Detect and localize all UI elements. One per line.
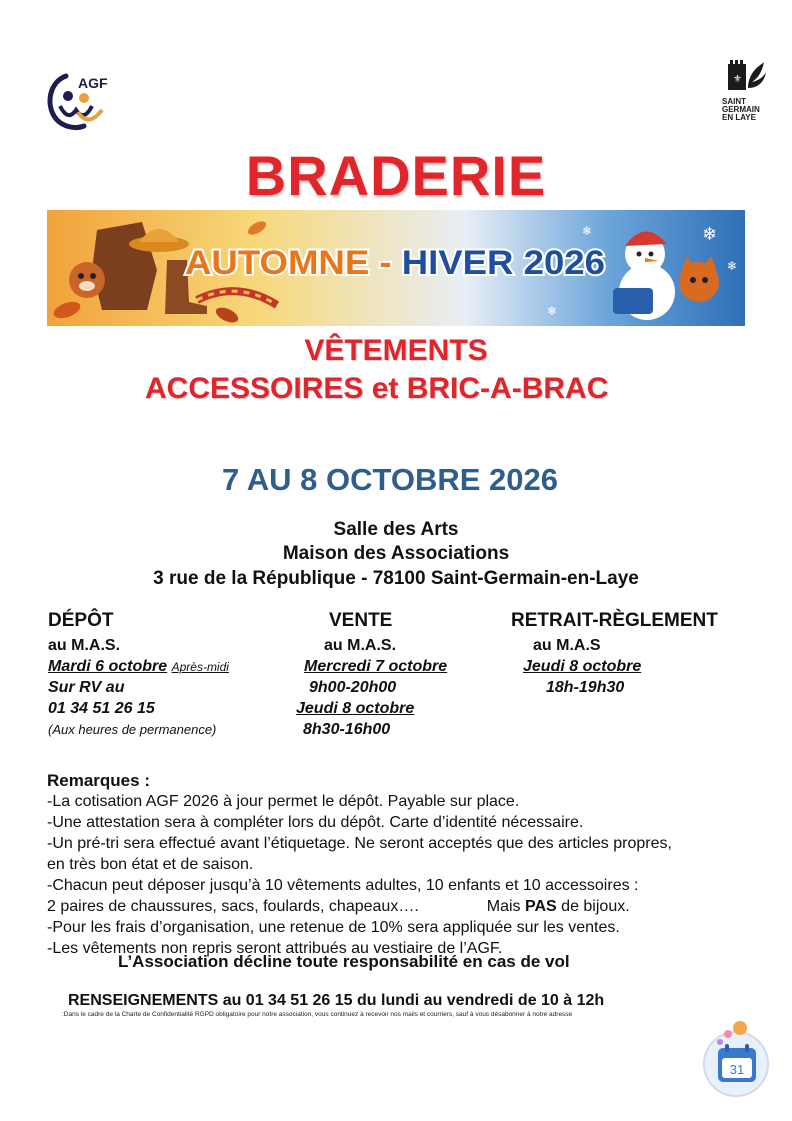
remarks-title: Remarques : xyxy=(47,771,150,790)
depot-day: Mardi 6 octobre xyxy=(48,658,168,675)
town-line-1: SAINT xyxy=(722,97,746,106)
remark-line-part: 2 paires de chaussures, sacs, foulards, chapeaux…. xyxy=(47,898,419,915)
banner-separator: - xyxy=(369,244,400,282)
remark-line: -Un pré-tri sera effectué avant l’étiquetage. Ne seront acceptés que des articles propres, xyxy=(47,835,672,852)
remark-emphasis: PAS xyxy=(525,898,557,915)
liability-notice: L’Association décline toute responsabilité en cas de vol xyxy=(118,952,570,971)
depot-header: DÉPÔT xyxy=(48,610,114,631)
page-title: BRADERIE xyxy=(245,144,547,207)
remark-line: -Une attestation sera à compléter lors du dépôt. Carte d’identité nécessaire. xyxy=(47,814,584,831)
svg-text:❄: ❄ xyxy=(582,224,593,238)
depot-note: (Aux heures de permanence) xyxy=(48,722,217,737)
remark-line: -Les vêtements non repris seront attribués au vestiaire de l’AGF. xyxy=(47,940,503,957)
retrait-header: RETRAIT-RÈGLEMENT xyxy=(511,610,718,631)
svg-text:❄: ❄ xyxy=(702,224,718,245)
remark-line-part: Mais xyxy=(486,898,525,915)
vente-day-2: Jeudi 8 octobre xyxy=(296,700,415,717)
banner-right: HIVER 2026 xyxy=(401,244,591,282)
retrait-place: au M.A.S xyxy=(533,637,601,654)
depot-day-row xyxy=(48,656,229,678)
svg-text:⚜: ⚜ xyxy=(733,74,742,85)
venue-building: Maison des Associations xyxy=(282,543,510,564)
remark-line: -Pour les frais d’organisation, une retenue de 10% sera appliquée sur les ventes. xyxy=(47,919,620,936)
retrait-day: Jeudi 8 octobre xyxy=(523,658,642,675)
info-line: RENSEIGNEMENTS au 01 34 51 26 15 du lundi au vendredi de 10 à 12h xyxy=(68,992,605,1009)
season-banner xyxy=(47,210,745,326)
vente-place: au M.A.S. xyxy=(324,637,397,654)
agf-logo xyxy=(44,70,108,132)
subtitle-clothes: VÊTEMENTS xyxy=(304,334,488,367)
vente-header: VENTE xyxy=(329,610,393,631)
agf-logo-text: AGF xyxy=(78,75,108,91)
calendar-day: 31 xyxy=(729,1062,745,1077)
banner-left: AUTOMNE xyxy=(185,244,357,282)
town-line-2: GERMAIN xyxy=(722,105,760,114)
remark-line: en très bon état et de saison. xyxy=(47,856,254,873)
svg-text:❄: ❄ xyxy=(547,304,558,318)
retrait-hours: 18h-19h30 xyxy=(546,679,625,696)
venue-address: 3 rue de la République - 78100 Saint-Germain-en-Laye xyxy=(153,568,639,589)
calendar-icon xyxy=(700,1020,775,1100)
depot-place: au M.A.S. xyxy=(48,637,121,654)
subtitle-accessories: ACCESSOIRES et BRIC-A-BRAC xyxy=(145,372,609,405)
remark-line-part: de bijoux. xyxy=(556,898,630,915)
remark-line: -La cotisation AGF 2026 à jour permet le dépôt. Payable sur place. xyxy=(47,793,520,810)
vente-hours-1: 9h00-20h00 xyxy=(309,679,397,696)
remark-line: -Chacun peut déposer jusqu’à 10 vêtements adultes, 10 enfants et 10 accessoires : xyxy=(47,877,639,894)
vente-day-1: Mercredi 7 octobre xyxy=(304,658,448,675)
rgpd-notice: :Dans le cadre de la Charte de Confidentialité RGPD obligatoire pour notre association, vous continuez à recevoir nos mails et courriers, sauf à vous désabonner à notre adresse xyxy=(62,1011,573,1018)
svg-text:AUTOMNE - HIVER 2026 xyxy=(185,244,605,282)
depot-phone: 01 34 51 26 15 xyxy=(48,700,155,717)
depot-rv: Sur RV au xyxy=(48,679,125,696)
town-logo-text xyxy=(722,98,782,122)
venue-hall: Salle des Arts xyxy=(333,519,459,540)
depot-day-note: Après-midi xyxy=(171,660,229,674)
town-line-3: EN LAYE xyxy=(722,113,756,122)
remarks-section xyxy=(47,770,767,959)
vente-hours-2: 8h30-16h00 xyxy=(303,721,391,738)
event-dates: 7 AU 8 OCTOBRE 2026 xyxy=(222,462,558,497)
svg-text:❄: ❄ xyxy=(727,259,738,273)
remark-line xyxy=(47,896,767,917)
